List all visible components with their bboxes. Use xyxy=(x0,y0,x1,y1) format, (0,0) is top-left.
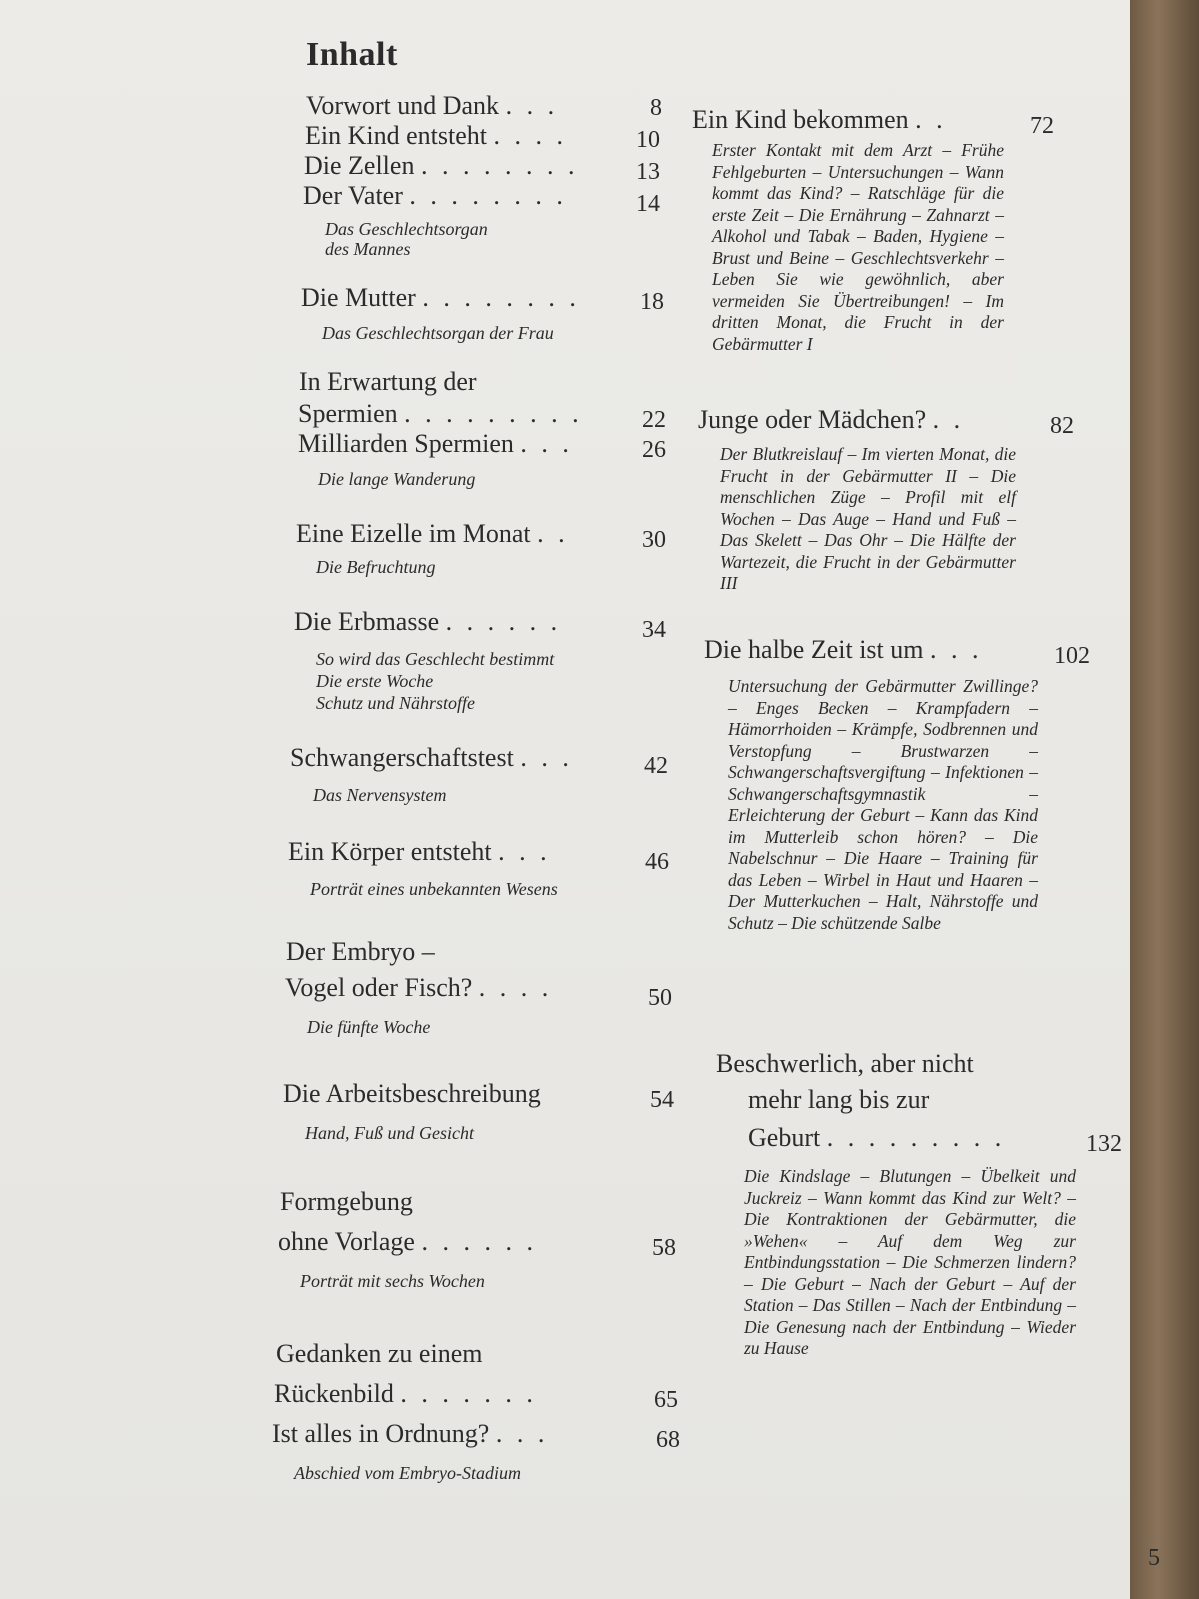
toc-entry xyxy=(288,836,551,868)
dot-leader: . . . . . . . . xyxy=(409,181,567,210)
entry-page: 26 xyxy=(642,437,666,463)
entry-title: Spermien xyxy=(298,399,398,428)
entry-title: Die Erbmasse xyxy=(294,607,440,636)
dot-leader: . . . xyxy=(495,1419,549,1448)
entry-title: Vorwort und Dank xyxy=(306,91,500,120)
entry-title: Eine Eizelle im Monat xyxy=(296,519,531,548)
entry-page: 10 xyxy=(636,127,660,153)
entry-page: 132 xyxy=(1086,1131,1122,1157)
entry-page: 34 xyxy=(642,617,666,643)
entry-page: 14 xyxy=(636,191,660,217)
dot-leader: . . xyxy=(537,519,569,548)
dot-leader: . . . . . . . . xyxy=(422,283,580,312)
entry-page: 72 xyxy=(1030,113,1054,139)
entry-page: 54 xyxy=(650,1087,674,1113)
page-number: 5 xyxy=(1148,1545,1160,1571)
entry-page: 82 xyxy=(1050,413,1074,439)
chapter-description: Der Blutkreislauf – Im vierten Monat, die Frucht in der Gebärmutter II – Die menschlichen Züge – Profil mit elf Wochen – Das Auge – Hand und Fuß – Das Skelett – Das Ohr – Die Hälfte der Wartezeit, die Frucht in der Gebärmutter III xyxy=(720,444,1016,593)
toc-entry xyxy=(290,742,573,774)
entry-page: 13 xyxy=(636,159,660,185)
entry-page: 22 xyxy=(642,407,666,433)
chapter-description: Die Kindslage – Blutungen – Übelkeit und Juckreiz – Wann kommt das Kind zur Welt? – Die Kontraktionen der Gebärmutter, die »Wehen« – Auf dem Weg zur Entbindungsstation – Die Schmerzen lindern? – Die Geburt – Nach der Geburt – Auf der Station – Das Stillen – Nach der Entbindung – Die Genesung nach der Entbindung – Wieder zu Hause xyxy=(744,1166,1076,1358)
toc-entry xyxy=(278,1226,537,1258)
entry-title: Die Mutter xyxy=(301,283,416,312)
entry-title: Ein Körper entsteht xyxy=(288,837,492,866)
dot-leader: . . . xyxy=(520,743,573,772)
toc-subentry: Porträt mit sechs Wochen xyxy=(300,1271,485,1291)
toc-subentry: Hand, Fuß und Gesicht xyxy=(305,1123,474,1143)
dot-leader: . . . xyxy=(520,429,573,458)
toc-subentry: Die lange Wanderung xyxy=(318,469,476,489)
dot-leader: . . . . . . . . . xyxy=(826,1123,1006,1152)
toc-entry xyxy=(305,120,567,152)
dot-leader: . . . xyxy=(930,635,983,664)
toc-subentry: Das Geschlechtsorgan der Frau xyxy=(322,323,554,343)
entry-page: 8 xyxy=(650,95,662,121)
toc-entry xyxy=(692,104,947,136)
toc-entry xyxy=(283,1078,541,1110)
toc-entry xyxy=(748,1122,1005,1154)
entry-title: Der Vater xyxy=(303,181,403,210)
toc-subentry: So wird das Geschlecht bestimmt xyxy=(316,649,555,669)
toc-subentry: Schutz und Nährstoffe xyxy=(316,693,476,713)
toc-subentry: Das Geschlechtsorgan xyxy=(325,219,488,239)
table-background xyxy=(1130,0,1199,1599)
toc-entry-line1: Gedanken zu einem xyxy=(276,1339,483,1368)
entry-page: 58 xyxy=(652,1235,676,1261)
chapter-description: Untersuchung der Gebärmutter Zwillinge? – Enges Becken – Krampfadern – Hämorrhoiden – Krämpfe, Sodbrennen und Verstopfung – Brustwarzen – Schwangerschaftsvergiftung – Infektionen – Schwangerschaftsgymnastik – Erleichterung der Geburt – Kann das Kind im Mutterleib schon hören? – Die Nabelschnur – Die Haare – Training für das Leben – Wirbel in Haut und Haaren – Der Mutterkuchen – Halt, Nährstoffe und Schutz – Die schützende Salbe xyxy=(728,676,1038,933)
toc-subentry: Abschied vom Embryo-Stadium xyxy=(294,1463,521,1483)
dot-leader: . . xyxy=(932,405,965,434)
entry-title: ohne Vorlage xyxy=(278,1227,415,1256)
toc-subentry: Porträt eines unbekannten Wesens xyxy=(310,879,558,899)
entry-page: 102 xyxy=(1054,643,1090,669)
toc-subentry: Die Befruchtung xyxy=(316,557,436,577)
toc-entry xyxy=(698,404,964,436)
toc-entry xyxy=(274,1378,537,1410)
dot-leader: . . . . xyxy=(493,121,567,150)
dot-leader: . . . xyxy=(505,91,559,120)
dot-leader: . . . . . . xyxy=(421,1227,537,1256)
toc-entry xyxy=(296,518,569,550)
toc-entry xyxy=(298,428,573,460)
toc-entry xyxy=(294,606,561,638)
entry-title: Die Arbeitsbeschreibung xyxy=(283,1079,541,1108)
entry-page: 65 xyxy=(654,1387,678,1413)
toc-entry xyxy=(298,398,583,430)
toc-entry-line2: mehr lang bis zur xyxy=(748,1085,930,1114)
toc-entry xyxy=(306,90,558,122)
entry-title: Vogel oder Fisch? xyxy=(285,973,473,1002)
entry-title: Die Zellen xyxy=(304,151,415,180)
toc-subentry: Die fünfte Woche xyxy=(307,1017,431,1037)
toc-entry-line1: Beschwerlich, aber nicht xyxy=(716,1049,974,1078)
entry-page: 18 xyxy=(640,289,664,315)
toc-entry-line1: Der Embryo – xyxy=(286,937,435,966)
entry-title: Junge oder Mädchen? xyxy=(698,405,927,434)
chapter-description: Erster Kontakt mit dem Arzt – Frühe Fehlgeburten – Untersuchungen – Wann kommt das Kind? – Ratschläge für die erste Zeit – Die Ernährung – Zahnarzt – Alkohol und Tabak – Baden, Hygiene – Brust und Beine – Geschlechtsverkehr – Leben Sie wie gewöhnlich, aber vermeiden Sie Übertreibungen! – Im dritten Monat, die Frucht in der Gebärmutter I xyxy=(712,140,1004,354)
entry-title: Ist alles in Ordnung? xyxy=(272,1419,490,1448)
toc-entry-line1: Formgebung xyxy=(280,1187,413,1216)
entry-page: 68 xyxy=(656,1427,680,1453)
entry-page: 50 xyxy=(648,985,672,1011)
dot-leader: . . . . xyxy=(478,973,553,1002)
entry-page: 30 xyxy=(642,527,666,553)
toc-subentry: Die erste Woche xyxy=(316,671,434,691)
toc-entry xyxy=(301,282,580,314)
toc-entry-line1: In Erwartung der xyxy=(299,367,477,396)
entry-title: Ein Kind entsteht xyxy=(305,121,487,150)
page-title: Inhalt xyxy=(306,36,398,73)
entry-title: Geburt xyxy=(748,1123,821,1152)
entry-title: Die halbe Zeit ist um xyxy=(704,635,924,664)
toc-subentry: Das Nervensystem xyxy=(313,785,447,805)
toc-entry xyxy=(285,972,552,1004)
entry-title: Schwangerschaftstest xyxy=(290,743,514,772)
dot-leader: . . . . . . . . . xyxy=(404,399,583,428)
entry-page: 42 xyxy=(644,753,668,779)
toc-entry xyxy=(272,1418,548,1450)
dot-leader: . . . . . . . xyxy=(400,1379,537,1408)
entry-title: Milliarden Spermien xyxy=(298,429,514,458)
dot-leader: . . . . . . xyxy=(445,607,562,636)
entry-title: Rückenbild xyxy=(274,1379,394,1408)
dot-leader: . . . xyxy=(498,837,551,866)
toc-entry xyxy=(304,150,578,182)
dot-leader: . . . . . . . . xyxy=(420,151,579,180)
toc-subentry: des Mannes xyxy=(325,239,411,259)
entry-page: 46 xyxy=(645,849,669,875)
entry-title: Ein Kind bekommen xyxy=(692,105,909,134)
toc-entry xyxy=(704,634,983,666)
toc-entry xyxy=(303,180,567,212)
dot-leader: . . xyxy=(915,105,947,134)
